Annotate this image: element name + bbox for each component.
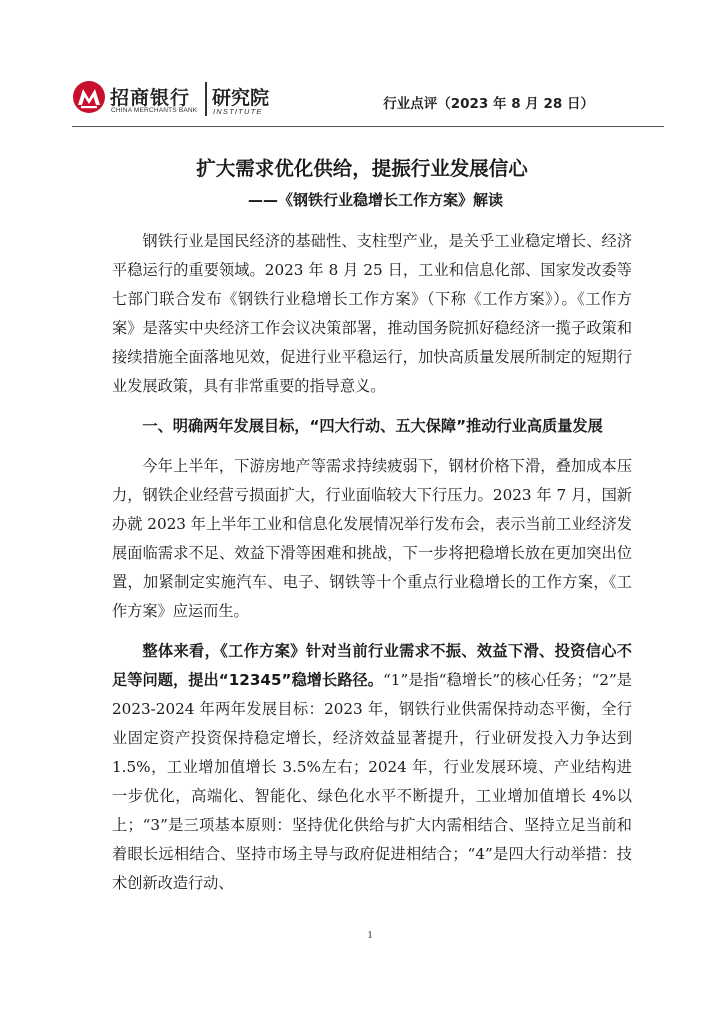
background-paragraph: 今年上半年，下游房地产等需求持续疲弱下，钢材价格下滑，叠加成本压力，钢铁企业经营亏损面扩大，行业面临较大下行压力。2023 年 7 月，国新办就 2023 年上半年工业和信息化发展情况举行发布会，表示当前工业经济发展面临需求不足、效益下滑等困难和挑战，下一步将把稳增长放在更加突出位置，加紧制定实施汽车、电子、钢铁等十个重点行业稳增长的工作方案，《工作方案》应运而生。 <box>112 457 632 620</box>
logo-divider <box>205 82 207 116</box>
article-body <box>112 227 632 909</box>
page-header <box>0 0 724 130</box>
brand-name-cn: 招商银行 <box>110 87 191 109</box>
institute-name-en: INSTITUTE <box>213 107 263 116</box>
page-number: 1 <box>367 929 373 941</box>
brand-name-en: CHINA MERCHANTS BANK <box>111 107 198 114</box>
section-heading-1: 一、明确两年发展目标，“四大行动、五大保障”推动行业高质量发展 <box>142 417 603 435</box>
overview-lead-sentence: 整体来看，《工作方案》针对当前行业需求不振、效益下滑、投资信心不足等问题，提出“12345”稳增长路径。 <box>112 642 632 689</box>
intro-paragraph: 钢铁行业是国民经济的基础性、支柱型产业，是关乎工业稳定增长、经济平稳运行的重要领域。2023 年 8 月 25 日，工业和信息化部、国家发改委等七部门联合发布《钢铁行业稳增长工作方案》（下称《工作方案》）。《工作方案》是落实中央经济工作会议决策部署，推动国务院抓好稳经济一揽子政策和接续措施全面落地见效，促进行业平稳运行，加快高质量发展所制定的短期行业发展政策，具有非常重要的指导意义。 <box>112 232 632 395</box>
header-divider-line <box>72 126 664 127</box>
report-type-date: 行业点评（2023 年 8 月 28 日） <box>383 96 594 112</box>
cmb-logo-icon <box>72 80 106 114</box>
institute-name-cn: 研究院 <box>212 87 270 109</box>
page-subtitle: ——《钢铁行业稳增长工作方案》解读 <box>248 191 504 209</box>
page-title: 扩大需求优化供给，提振行业发展信心 <box>196 157 528 180</box>
overview-paragraph <box>112 637 632 898</box>
overview-detail-text: “1”是指“稳增长”的核心任务；“2”是 2023-2024 年两年发展目标：2023 年，钢铁行业供需保持动态平衡，全行业固定资产投资保持稳定增长，经济效益显著提升，行业研发投入力争达到 1.5%，工业增加值增长 3.5%左右；2024 年，行业发展环境、产业结构进一步优化，高端化、智能化、绿色化水平不断提升，工业增加值增长 4%以上；“3”是三项基本原则：坚持优化供给与扩大内需相结合、坚持立足当前和着眼长远相结合、坚持市场主导与政府促进相结合；“4”是四大行动举措：技术创新改造行动、 <box>112 671 632 892</box>
